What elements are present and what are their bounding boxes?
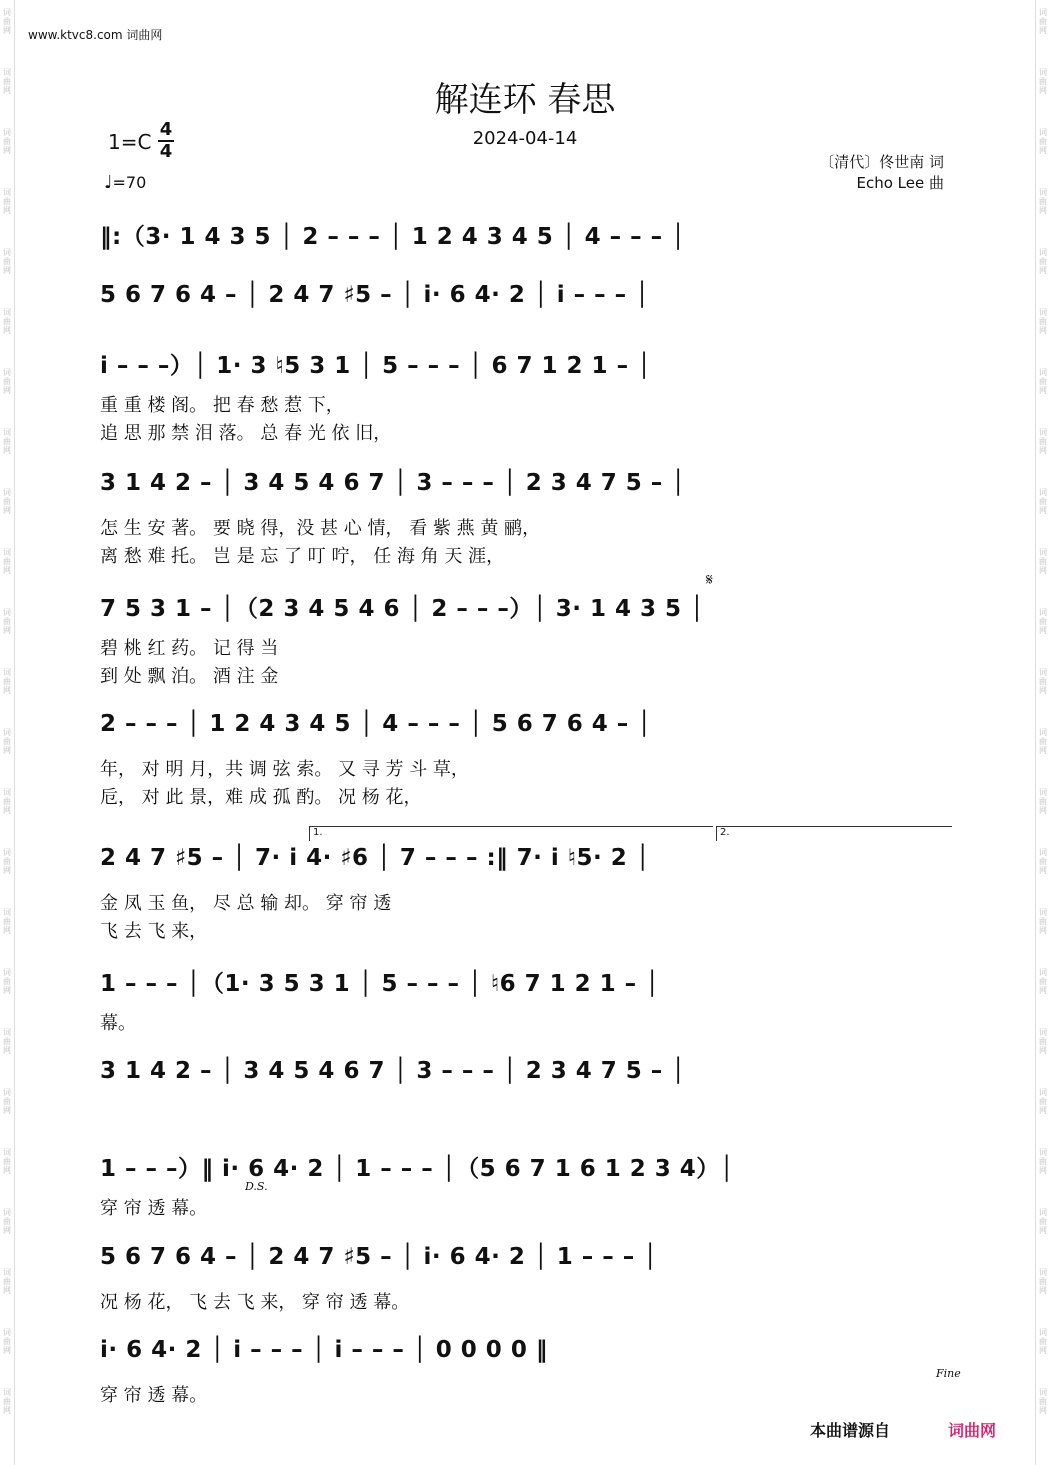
credits (819, 152, 944, 194)
watermark-text: 词 曲 网 (3, 1208, 11, 1235)
tempo-value: =70 (112, 173, 147, 192)
watermark-text: 词 曲 网 (1039, 428, 1047, 455)
watermark-text: 词 曲 网 (3, 548, 11, 575)
lyric-line: 穿 帘 透 幕。 (100, 1198, 208, 1219)
lyric-line: 离 愁 难 托。 岂 是 忘 了 叮 咛， 任 海 角 天 涯， (100, 546, 505, 567)
lyric-line: 穿 帘 透 幕。 (100, 1385, 208, 1406)
watermark-text: 词 曲 网 (3, 1268, 11, 1295)
right-watermark-strip (1035, 0, 1050, 1465)
lyric-line: 卮， 对 此 景，难 成 孤 酌。 况 杨 花， (100, 787, 422, 808)
watermark-text: 词 曲 网 (3, 788, 11, 815)
segno-mark: 𝄋 (706, 570, 713, 589)
time-signature (158, 120, 174, 162)
lyric-line: 追 思 那 禁 泪 落。 总 春 光 依 旧， (100, 423, 392, 444)
watermark-text: 词 曲 网 (3, 1328, 11, 1355)
volta-1: 1. (309, 826, 713, 841)
watermark-text: 词 曲 网 (3, 968, 11, 995)
watermark-text: 词 曲 网 (3, 908, 11, 935)
watermark-text: 词 曲 网 (1039, 908, 1047, 935)
watermark-text: 词 曲 网 (1039, 1208, 1047, 1235)
watermark-text: 词 曲 网 (3, 668, 11, 695)
lyric-line: 碧 桃 红 药。 记 得 当 (100, 638, 279, 659)
watermark-text: 词 曲 网 (3, 1148, 11, 1175)
watermark-text: 词 曲 网 (1039, 488, 1047, 515)
time-bottom: 4 (159, 141, 173, 162)
volta-2: 2. (716, 826, 952, 841)
watermark-text: 词 曲 网 (1039, 1268, 1047, 1295)
notation-line: 5 6 7 6 4 – │ 2 4 7 ♯5 – │ i· 6 4· 2 │ 1 – – – │ (100, 1244, 658, 1270)
watermark-text: 词 曲 网 (1039, 1388, 1047, 1415)
notation-line: 3 1 4 2 – │ 3 4 5 4 6 7 │ 3 – – – │ 2 3 4 7 5 – │ (100, 470, 686, 496)
watermark-text: 词 曲 网 (1039, 848, 1047, 875)
footer-brand[interactable]: 词曲网 (948, 1421, 997, 1440)
watermark-text: 词 曲 网 (3, 248, 11, 275)
watermark-text: 词 曲 网 (1039, 308, 1047, 335)
watermark-text: 词 曲 网 (1039, 788, 1047, 815)
watermark-text: 词 曲 网 (1039, 1088, 1047, 1115)
lyric-line: 金 凤 玉 鱼， 尽 总 输 却。 穿 帘 透 (100, 893, 392, 914)
watermark-text: 词 曲 网 (1039, 548, 1047, 575)
notation-line: 2 4 7 ♯5 – │ 7· i 4· ♯6 │ 7 – – – :‖ 7· i ♮5· 2 │ (100, 845, 651, 871)
footer (810, 1418, 996, 1441)
notation-line: 3 1 4 2 – │ 3 4 5 4 6 7 │ 3 – – – │ 2 3 4 7 5 – │ (100, 1058, 686, 1084)
notation-line: i· 6 4· 2 │ i – – – │ i – – – │ 0 0 0 0 ‖ (100, 1337, 548, 1363)
composer: Echo Lee 曲 (856, 174, 944, 192)
notation-line: 1 – – – │（1· 3 5 3 1 │ 5 – – – │ ♮6 7 1 2 1 – │ (100, 971, 660, 997)
watermark-text: 词 曲 网 (1039, 968, 1047, 995)
watermark-text: 词 曲 网 (3, 848, 11, 875)
watermark-text: 词 曲 网 (3, 368, 11, 395)
notation-line: i – – –）│ 1· 3 ♮5 3 1 │ 5 – – – │ 6 7 1 2 1 – │ (100, 353, 652, 379)
watermark-text: 词 曲 网 (3, 1088, 11, 1115)
watermark-text: 词 曲 网 (1039, 188, 1047, 215)
date: 2024-04-14 (472, 128, 578, 149)
key-signature: 1=C (108, 130, 152, 154)
time-top: 4 (159, 119, 173, 140)
ds-mark: D.S. (245, 1180, 268, 1193)
lyric-line: 飞 去 飞 来， (100, 921, 208, 942)
watermark-text: 词 曲 网 (3, 128, 11, 155)
quarter-note-icon: ♩ (104, 172, 113, 193)
fine-mark: Fine (936, 1367, 961, 1380)
watermark-text: 词 曲 网 (1039, 128, 1047, 155)
watermark-text: 词 曲 网 (3, 608, 11, 635)
watermark-text: 词 曲 网 (1039, 8, 1047, 35)
left-watermark-strip (0, 0, 15, 1465)
watermark-text: 词 曲 网 (3, 68, 11, 95)
watermark-text: 词 曲 网 (1039, 1328, 1047, 1355)
lyric-line: 到 处 飘 泊。 酒 注 金 (100, 666, 279, 687)
watermark-text: 词 曲 网 (1039, 368, 1047, 395)
watermark-text: 词 曲 网 (3, 1388, 11, 1415)
lyric-line: 幕。 (100, 1013, 136, 1034)
watermark-text: 词 曲 网 (1039, 668, 1047, 695)
lyric-line: 重 重 楼 阁。 把 春 愁 惹 下， (100, 395, 344, 416)
lyric-line: 年， 对 明 月，共 调 弦 索。 又 寻 芳 斗 草， (100, 759, 469, 780)
footer-source: 本曲谱源自 (810, 1421, 891, 1440)
watermark-text: 词 曲 网 (3, 728, 11, 755)
notation-line: 7 5 3 1 – │（2 3 4 5 4 6 │ 2 – – –）│ 3· 1 4 3 5 │ (100, 596, 705, 622)
watermark-text: 词 曲 网 (3, 188, 11, 215)
watermark-text: 词 曲 网 (1039, 248, 1047, 275)
watermark-text: 词 曲 网 (1039, 728, 1047, 755)
notation-line: 2 – – – │ 1 2 4 3 4 5 │ 4 – – – │ 5 6 7 6 4 – │ (100, 711, 652, 737)
watermark-text: 词 曲 网 (3, 1028, 11, 1055)
watermark-text: 词 曲 网 (3, 488, 11, 515)
lyricist: 〔清代〕佟世南 词 (819, 153, 944, 171)
watermark-text: 词 曲 网 (3, 308, 11, 335)
watermark-text: 词 曲 网 (1039, 1148, 1047, 1175)
notation-line: 1 – – –）‖ i· 6 4· 2 │ 1 – – – │（5 6 7 1 6 1 2 3 4）│ (100, 1156, 735, 1182)
watermark-text: 词 曲 网 (1039, 68, 1047, 95)
lyric-line: 怎 生 安 著。 要 晓 得，没 甚 心 情， 看 紫 燕 黄 鹂， (100, 518, 541, 539)
tempo (104, 172, 146, 193)
notation-line: ‖:（3· 1 4 3 5 │ 2 – – – │ 1 2 4 3 4 5 │ 4 – – – │ (100, 224, 686, 250)
watermark-text: 词 曲 网 (3, 8, 11, 35)
watermark-text: 词 曲 网 (1039, 1028, 1047, 1055)
watermark-text: 词 曲 网 (3, 428, 11, 455)
site-url[interactable]: www.ktvc8.com 词曲网 (28, 28, 163, 42)
song-title: 解连环 春思 (434, 80, 616, 120)
watermark-text: 词 曲 网 (1039, 608, 1047, 635)
lyric-line: 况 杨 花， 飞 去 飞 来， 穿 帘 透 幕。 (100, 1292, 410, 1313)
notation-line: 5 6 7 6 4 – │ 2 4 7 ♯5 – │ i· 6 4· 2 │ i – – – │ (100, 282, 650, 308)
